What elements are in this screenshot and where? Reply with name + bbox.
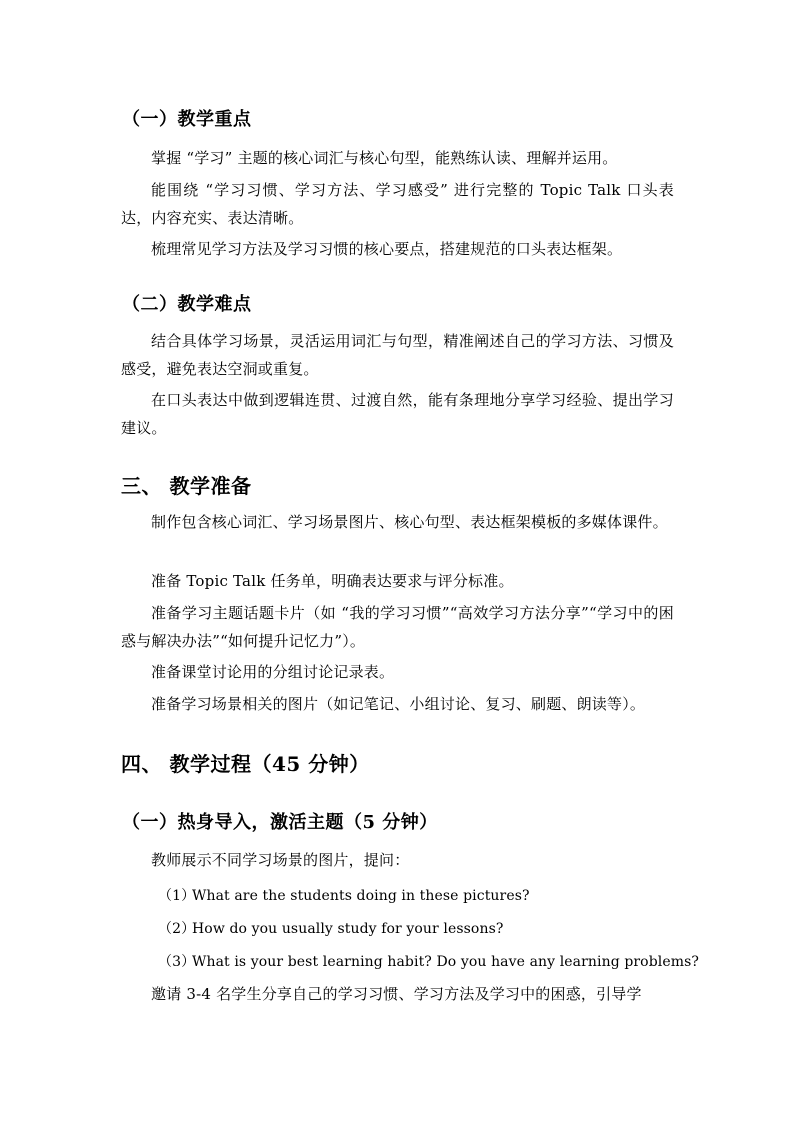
paragraph-prep-4: 准备课堂讨论用的分组讨论记录表。 xyxy=(151,663,395,681)
question-text: How do you usually study for your lessons? xyxy=(192,921,504,937)
paragraph-focus-1: 掌握 “学习” 主题的核心词汇与核心句型，能熟练认读、理解并运用。 xyxy=(151,149,618,167)
heading-teaching-process: 四、 教学过程（45 分钟） xyxy=(121,752,370,776)
question-item-1 xyxy=(158,885,530,905)
question-number: （3） xyxy=(158,954,196,970)
paragraph-focus-3: 梳理常见学习方法及学习习惯的核心要点，搭建规范的口头表达框架。 xyxy=(151,240,623,258)
question-item-2 xyxy=(158,918,503,938)
heading-teaching-difficulty: （二）教学难点 xyxy=(122,294,252,315)
paragraph-warmup-intro: 教师展示不同学习场景的图片，提问： xyxy=(151,851,410,869)
question-text: What are the students doing in these pictures? xyxy=(192,888,530,904)
paragraph-difficulty-1: 结合具体学习场景，灵活运用词汇与句型，精准阐述自己的学习方法、习惯及感受，避免表达空洞或重复。 xyxy=(121,332,674,378)
paragraph-prep-5: 准备学习场景相关的图片（如记笔记、小组讨论、复习、刷题、朗读等）。 xyxy=(151,695,646,713)
heading-warmup: （一）热身导入，激活主题（5 分钟） xyxy=(122,812,438,833)
question-number: （2） xyxy=(158,921,196,937)
paragraph-prep-1: 制作包含核心词汇、学习场景图片、核心句型、表达框架模板的多媒体课件。 xyxy=(151,513,668,531)
paragraph-focus-2: 能围绕 “学习习惯、学习方法、学习感受” 进行完整的 Topic Talk 口头表达，内容充实、表达清晰。 xyxy=(121,181,674,227)
heading-teaching-focus: （一）教学重点 xyxy=(122,109,252,130)
paragraph-prep-2: 准备 Topic Talk 任务单，明确表达要求与评分标准。 xyxy=(151,572,514,590)
question-number: （1） xyxy=(158,888,196,904)
paragraph-difficulty-2: 在口头表达中做到逻辑连贯、过渡自然，能有条理地分享学习经验、提出学习建议。 xyxy=(121,391,674,437)
question-text: What is your best learning habit? Do you have any learning problems? xyxy=(192,954,699,970)
heading-teaching-preparation: 三、 教学准备 xyxy=(121,474,252,498)
paragraph-prep-3: 准备学习主题话题卡片（如 “我的学习习惯”“高效学习方法分享”“学习中的困惑与解决办法”“如何提升记忆力”）。 xyxy=(121,604,674,650)
question-item-3 xyxy=(158,951,699,971)
paragraph-warmup-closing: 邀请 3-4 名学生分享自己的学习习惯、学习方法及学习中的困惑，引导学 xyxy=(151,985,642,1003)
